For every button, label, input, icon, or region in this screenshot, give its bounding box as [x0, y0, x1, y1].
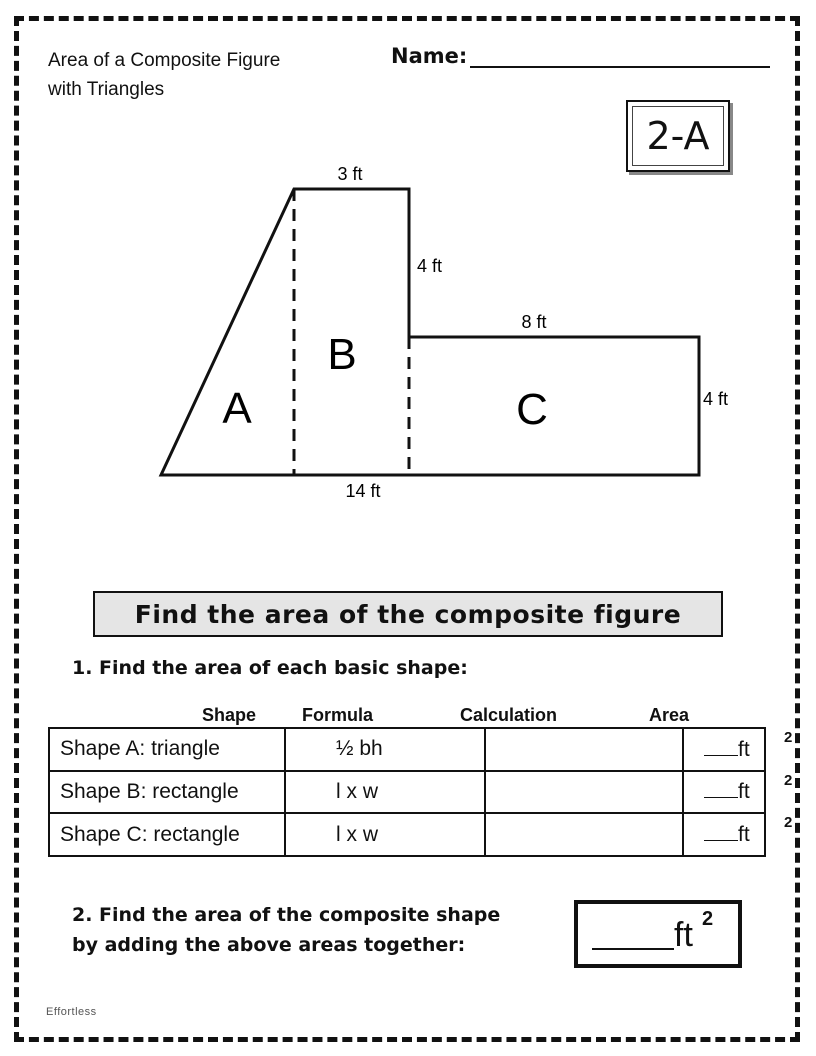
step-1-instruction: 1. Find the area of each basic shape:	[72, 657, 468, 679]
name-label: Name:	[391, 44, 468, 68]
footer-credit: Effortless	[46, 1006, 97, 1018]
shape-cell: Shape B: rectangle	[49, 771, 285, 814]
calculation-cell[interactable]	[485, 771, 683, 814]
column-header-calculation: Calculation	[460, 705, 558, 725]
version-label: 2-A	[632, 106, 724, 166]
calculation-cell[interactable]	[485, 813, 683, 856]
area-exponent: 2	[784, 771, 793, 789]
formula-cell: l x w	[285, 813, 485, 856]
area-unit: ft	[738, 780, 750, 804]
region-a-label: A	[222, 384, 252, 433]
area-unit: ft	[738, 823, 750, 847]
total-area-unit: ft	[674, 916, 693, 954]
section-heading: Find the area of the composite figure	[93, 591, 723, 637]
title-line-2: with Triangles	[48, 79, 165, 100]
area-cell[interactable]	[683, 771, 793, 814]
column-header-formula: Formula	[302, 705, 374, 725]
step-2-line-2: by adding the above areas together:	[72, 934, 466, 956]
calculation-cell[interactable]	[485, 728, 683, 771]
area-blank[interactable]	[704, 779, 738, 798]
total-area-blank[interactable]	[592, 948, 674, 950]
step-2-instruction	[72, 900, 500, 960]
shape-cell: Shape C: rectangle	[49, 813, 285, 856]
area-exponent: 2	[784, 729, 793, 746]
area-blank[interactable]	[704, 822, 738, 841]
composite-figure	[0, 150, 816, 510]
total-area-answer-box[interactable]	[574, 900, 742, 968]
table-row	[49, 771, 765, 814]
name-input-line[interactable]	[470, 66, 770, 68]
area-unit: ft	[738, 737, 750, 761]
title-line-1: Area of a Composite Figure	[48, 50, 281, 71]
area-cell[interactable]	[683, 728, 793, 771]
formula-cell: ½ bh	[285, 728, 485, 771]
worksheet-title	[48, 46, 280, 104]
shape-cell: Shape A: triangle	[49, 728, 285, 771]
column-header-area: Area	[649, 705, 690, 725]
area-cell[interactable]	[683, 813, 793, 856]
shapes-table	[48, 727, 793, 857]
formula-cell: l x w	[285, 771, 485, 814]
label-right-width: 8 ft	[521, 312, 547, 332]
step-2-line-1: 2. Find the area of the composite shape	[72, 904, 501, 926]
table-row	[49, 728, 765, 771]
table-row	[49, 813, 765, 856]
label-bottom-width: 14 ft	[345, 481, 381, 501]
region-c-label: C	[516, 385, 548, 434]
label-right-height: 4 ft	[703, 389, 729, 409]
area-blank[interactable]	[704, 737, 738, 756]
label-left-height: 4 ft	[417, 256, 443, 276]
label-top-width: 3 ft	[337, 164, 363, 184]
area-exponent: 2	[784, 814, 793, 832]
column-header-shape: Shape	[202, 705, 257, 725]
region-b-label: B	[327, 330, 357, 379]
total-area-exponent: 2	[702, 908, 714, 930]
